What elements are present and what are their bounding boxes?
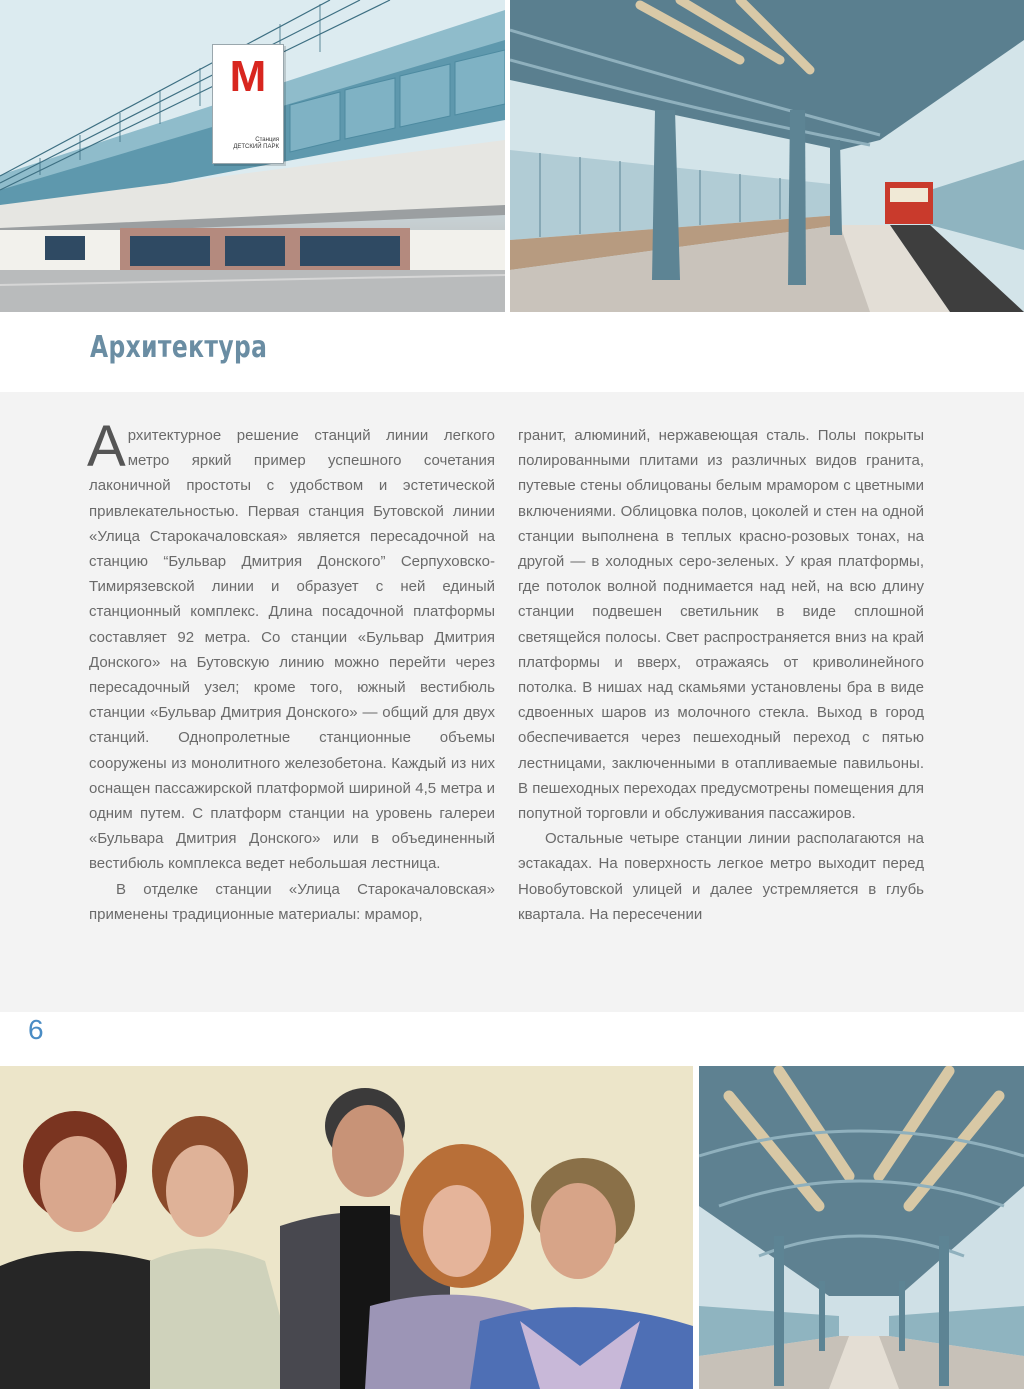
metro-sign-caption-line1: Станция bbox=[255, 137, 279, 143]
page-title: Архитектура bbox=[90, 330, 268, 365]
team-photo-drawing bbox=[0, 1066, 693, 1389]
metro-sign-caption-line2: ДЕТСКИЙ ПАРК bbox=[233, 144, 279, 150]
metro-sign-caption bbox=[217, 137, 279, 151]
article-paragraph bbox=[87, 414, 495, 877]
paragraph-text: рхитектурное решение станций линии легкого метро яркий пример успешного сочетания лаконичной простоты с удобством и эстетической привлекательностью. Первая станция Бутовской линии «Улица Старокачаловская» является пересадочной на станцию “Бульвар Дмитрия Донского” Серпуховско-Тимирязевской линии и образует с ней единый станционный комплекс. Длина посадочной платформы составляет 92 метра. Со станции «Бульвар Дмитрия Донского» на Бутовскую линию можно перейти через пересадочный узел; кроме того, южный вестибюль станции «Бульвар Дмитрия Донского» — общий для двух станций. Однопролетные станционные объемы сооружены из монолитного железобетона. Каждый из них оснащен пассажирской платформой шириной 4,5 метра и одним путем. С платформ станции на уровень галереи «Бульвара Дмитрия Донского» или в объединенный вестибюль комплекса ведет небольшая лестница. bbox=[89, 427, 495, 873]
team-photo bbox=[0, 1066, 693, 1389]
platform-drawing-top bbox=[510, 0, 1024, 312]
platform-illustration-bottom bbox=[699, 1066, 1024, 1389]
drop-cap: А bbox=[87, 414, 126, 479]
page-number: 6 bbox=[28, 1014, 44, 1045]
article-paragraph: В отделке станции «Улица Старокачаловская» применены традиционные материалы: мрамор, bbox=[89, 880, 495, 923]
article-paragraph: Остальные четыре станции линии располагаются на эстакадах. На поверхность легкое метро выходит перед Новобутовской улицей и далее устремляется в глубь квартала. На пересечении bbox=[518, 830, 924, 923]
metro-logo: М bbox=[229, 52, 267, 101]
metro-station-sign bbox=[212, 44, 284, 164]
article-paragraph: гранит, алюминий, нержавеющая сталь. Полы покрыты полированными плитами из различных видов гранита, путевые стены облицованы белым мрамором с цветными включениями. Облицовка полов, цоколей и стен на одной станции выполнена в теплых красно-розовых тонах, на другой — в холодных серо-зеленых. У края платформы, где потолок волной поднимается над ней, на всю длину станции подвешен светильник в виде сплошной светящейся полосы. Свет распространяется вниз на край платформы и вверх, отражаясь от криволинейного потолка. В нишах над скамьями установлены бра в виде сдвоенных шаров из молочного стекла. Выход в город обеспечивается через пешеходный переход с пятью лестницами, заключенными в отапливаемые павильоны. В пешеходных переходах предусмотрены помещения для попутной торговли и обслуживания пассажиров. bbox=[518, 427, 924, 823]
platform-illustration-top bbox=[510, 0, 1024, 312]
platform-drawing-bottom bbox=[699, 1066, 1024, 1389]
article-column-right bbox=[518, 423, 924, 927]
article-column-left bbox=[87, 414, 495, 927]
